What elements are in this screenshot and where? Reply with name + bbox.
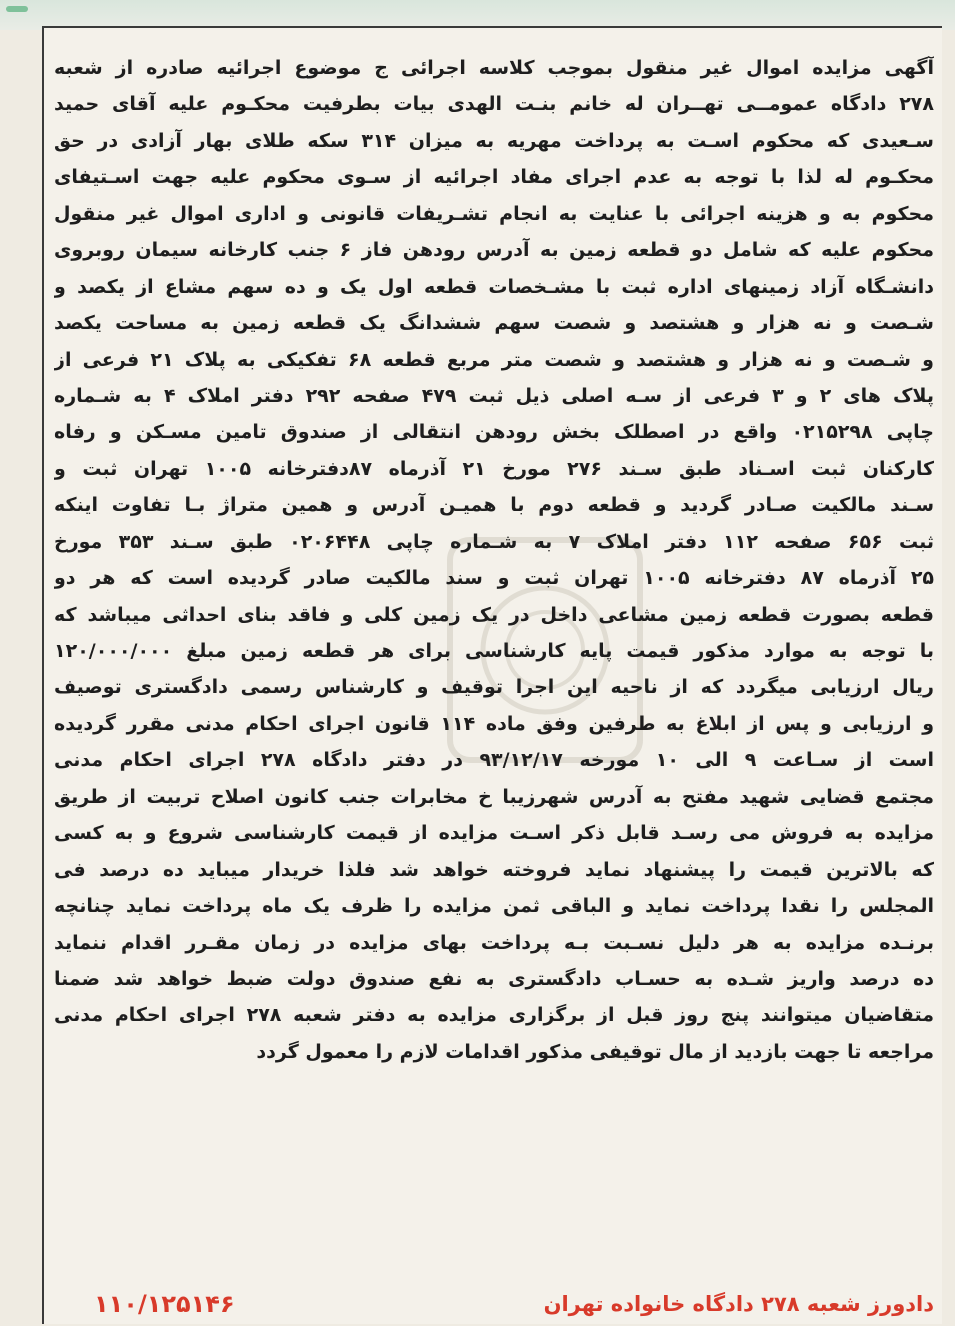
- notice-line: متقاضیان میتوانند پنج روز قبل از برگزاری مزایده به دفتر شعبه ۲۷۸ اجرای احکام مدنی: [54, 1004, 934, 1027]
- notice-line: محکـوم له لذا با توجه به عدم اجرای مفاد اجرائیه از سـوی محکوم علیه جهت اسـتیفای: [54, 166, 934, 189]
- notice-line: سـند مالکیت صـادر گردید و قطعه دوم با همیـن آدرس و همین متراژ بـا تفاوت اینکه: [54, 494, 934, 517]
- notice-line: که بالاترین قیمت را پیشنهاد نماید فروخته خواهد شد فلذا خریدار میباید ده درصد فی: [54, 858, 934, 881]
- notice-line: ۲۷۸ دادگاه عمومــی تهــران له خانم بنـت الهدی بیات بطرفیت محکـوم علیه آقای حمید: [54, 93, 934, 116]
- notice-line: و شـصت و نه هزار و هشتصد و شصت متر مربع قطعه ۶۸ تفکیکی به پلاک ۲۱ فرعی از: [54, 348, 934, 371]
- notice-line: و ارزیابی و پس از ابلاغ به طرفین وفق ماده ۱۱۴ قانون اجرای احکام مدنی مقرر گردیده: [54, 712, 934, 735]
- issuer-signature: دادورز شعبه ۲۷۸ دادگاه خانواده تهران: [543, 1292, 934, 1316]
- notice-line: قطعه بصورت قطعه زمین مشاعی داخل در یک زمین کلی و فاقد بنای احداثی میباشد که: [54, 603, 934, 626]
- notice-line: محکوم علیه که شامل دو قطعه زمین به آدرس رودهن فاز ۶ جنب کارخانه سیمان روبروی: [54, 239, 934, 262]
- notice-line: آگهی مزایده اموال غیر منقول بموجب کلاسه اجرائی ج موضوع اجرائیه صادره از شعبه: [54, 57, 934, 79]
- green-edge-mark: [6, 6, 28, 12]
- notice-line: دانشـگاه آزاد زمینهای اداره ثبت با مشـخصات قطعه اول یک و ده سهم مشاع از یکصد و: [54, 275, 934, 298]
- notice-line: مجتمع قضایی شهید مفتح به آدرس شهرزیبا خ مخابرات جنب کانون اصلاح تربیت از طریق: [54, 785, 934, 808]
- notice-line: ریال ارزیابی میگردد که از ناحیه این اجرا توقیف و کارشناس رسمی دادگستری توصیف: [54, 676, 934, 699]
- notice-line: ثبت ۶۵۶ صفحه ۱۱۲ دفتر املاک ۷ به شـماره چاپی ۰۲۰۶۴۴۸ طبق سـند ۳۵۳ مورخ: [54, 530, 934, 553]
- notice-line: است از سـاعت ۹ الی ۱۰ مورخه ۹۳/۱۲/۱۷ در دفتر دادگاه ۲۷۸ اجرای احکام مدنی: [54, 749, 934, 772]
- notice-line: سـعیدی که محکوم اسـت به پرداخت مهریه به میزان ۳۱۴ سکه طلای بهار آزادی در حق: [54, 129, 934, 152]
- notice-line: با توجه به موارد مذکور قیمت پایه کارشناسی برای هر قطعه زمین مبلغ ۱۲۰/۰۰۰/۰۰۰: [54, 640, 934, 662]
- notice-line-last: مراجعه تا جهت بازدید از مال توقیفی مذکور اقدامات لازم را معمول گردد: [256, 1040, 934, 1063]
- notice-line: مزایده به فروش می رسـد قابل ذکر اسـت مزایده از قیمت کارشناسی شروع و به کسی: [54, 822, 934, 845]
- notice-line: پلاک های ۲ و ۳ فرعی از سـه اصلی ذیل ثبت ۴۷۹ صفحه ۲۹۲ دفتر املاک ۴ به شـماره: [54, 384, 934, 407]
- notice-line: چاپی ۰۲۱۵۲۹۸ واقع در اصطلک بخش رودهن انتقالی از صندوق تامین مسـکن و رفاه: [54, 421, 934, 444]
- signature-row: [54, 1286, 934, 1322]
- reference-number: ۱۱۰/۱۲۵۱۴۶: [94, 1290, 235, 1318]
- notice-line: ۲۵ آذرماه ۸۷ دفترخانه ۱۰۰۵ تهران ثبت و سند مالکیت صادر گردیده است که هر دو: [54, 567, 934, 590]
- notice-line: شـصت و نه هزار و هشتصد و شصت سهم ششدانگ یک قطعه زمین به مساحت یکصد: [54, 312, 934, 335]
- notice-line: ده درصد واریز شـده به حسـاب دادگستری به نفع صندوق دولت ضبط خواهد شد ضمنا: [54, 967, 934, 990]
- notice-line: کارکنان ثبت اسـناد طبق سـند ۲۷۶ مورخ ۲۱ آذرماه ۸۷دفترخانه ۱۰۰۵ تهران ثبت و: [54, 457, 934, 480]
- notice-line: محکوم به و هزینه اجرائی با عنایت به انجام تشـریفات قانونی و اداری اموال غیر منقول: [54, 202, 934, 225]
- auction-notice-body: [54, 50, 934, 1070]
- notice-line: برنـده مزایده به هر دلیل نسـبت بـه پرداخت بهای مزایده در زمان مقـرر اقدام ننماید: [54, 931, 934, 954]
- notice-line: المجلس را نقدا پرداخت نماید و الباقی ثمن مزایده را ظرف یک ماه پرداخت نماید چنانچه: [54, 895, 934, 918]
